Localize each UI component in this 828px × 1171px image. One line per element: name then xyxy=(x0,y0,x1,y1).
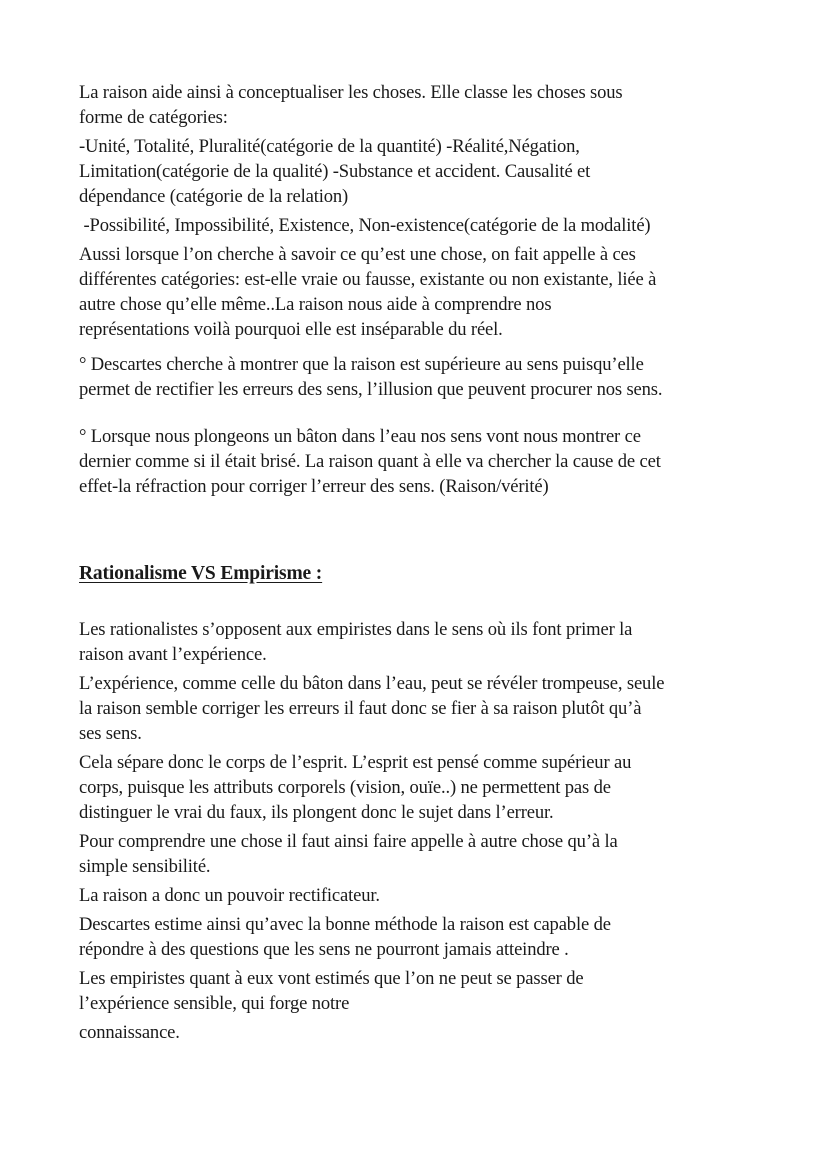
text-line: ° Lorsque nous plongeons un bâton dans l’eau nos sens vont nous montrer ce xyxy=(79,426,641,447)
text-line: dernier comme si il était brisé. La raison quant à elle va chercher la cause de cet xyxy=(79,451,661,472)
text-line: Aussi lorsque l’on cherche à savoir ce qu’est une chose, on fait appelle à ces xyxy=(79,244,636,265)
text-line: permet de rectifier les erreurs des sens, l’illusion que peuvent procurer nos sens. xyxy=(79,379,663,400)
paragraph-explanation xyxy=(79,242,779,342)
text-line: Les empiristes quant à eux vont estimés que l’on ne peut se passer de xyxy=(79,968,584,989)
text-line: raison avant l’expérience. xyxy=(79,644,267,665)
text-line: Limitation(catégorie de la qualité) -Substance et accident. Causalité et xyxy=(79,161,591,182)
text-line: représentations voilà pourquoi elle est inséparable du réel. xyxy=(79,319,503,340)
text-line: effet-la réfraction pour corriger l’erreur des sens. (Raison/vérité) xyxy=(79,476,549,497)
text-line: ses sens. xyxy=(79,723,142,744)
paragraph-categories-modality xyxy=(79,213,779,238)
bullet-descartes xyxy=(79,352,779,402)
text-line: Les rationalistes s’opposent aux empiristes dans le sens où ils font primer la xyxy=(79,619,633,640)
text-line: corps, puisque les attributs corporels (vision, ouïe..) ne permettent pas de xyxy=(79,777,611,798)
text-line: répondre à des questions que les sens ne pourront jamais atteindre . xyxy=(79,939,569,960)
paragraph-rectifying-power xyxy=(79,883,779,908)
text-line: autre chose qu’elle même..La raison nous aide à comprendre nos xyxy=(79,294,552,315)
section-heading: Rationalisme VS Empirisme : xyxy=(79,563,323,584)
paragraph-rationalists xyxy=(79,617,779,667)
paragraph-knowledge xyxy=(79,1020,779,1045)
paragraph-body-mind xyxy=(79,750,779,825)
paragraph-empiricists xyxy=(79,966,779,1016)
text-line: Cela sépare donc le corps de l’esprit. L’esprit est pensé comme supérieur au xyxy=(79,752,632,773)
bullet-baton xyxy=(79,424,779,499)
paragraph-experience xyxy=(79,671,779,746)
text-line: forme de catégories: xyxy=(79,107,228,128)
text-line: Pour comprendre une chose il faut ainsi faire appelle à autre chose qu’à la xyxy=(79,831,618,852)
text-line: distinguer le vrai du faux, ils plongent donc le sujet dans l’erreur. xyxy=(79,802,554,823)
text-line: -Possibilité, Impossibilité, Existence, Non-existence(catégorie de la modalité) xyxy=(79,215,651,236)
text-line: différentes catégories: est-elle vraie ou fausse, existante ou non existante, liée à xyxy=(79,269,657,290)
text-line: Descartes estime ainsi qu’avec la bonne méthode la raison est capable de xyxy=(79,914,611,935)
paragraph-descartes-method xyxy=(79,912,779,962)
text-line: connaissance. xyxy=(79,1022,180,1043)
text-line: l’expérience sensible, qui forge notre xyxy=(79,993,350,1014)
paragraph-categories-quantity-quality-relation xyxy=(79,134,779,209)
document-page xyxy=(79,80,779,1045)
text-line: dépendance (catégorie de la relation) xyxy=(79,186,349,207)
text-line: simple sensibilité. xyxy=(79,856,211,877)
text-line: ° Descartes cherche à montrer que la raison est supérieure au sens puisqu’elle xyxy=(79,354,644,375)
paragraph-intro xyxy=(79,80,779,130)
text-line: La raison aide ainsi à conceptualiser les choses. Elle classe les choses sous xyxy=(79,82,623,103)
text-line: L’expérience, comme celle du bâton dans l’eau, peut se révéler trompeuse, seule xyxy=(79,673,665,694)
paragraph-understanding xyxy=(79,829,779,879)
text-line: La raison a donc un pouvoir rectificateur. xyxy=(79,885,380,906)
text-line: -Unité, Totalité, Pluralité(catégorie de la quantité) -Réalité,Négation, xyxy=(79,136,580,157)
text-line: la raison semble corriger les erreurs il faut donc se fier à sa raison plutôt qu’à xyxy=(79,698,642,719)
